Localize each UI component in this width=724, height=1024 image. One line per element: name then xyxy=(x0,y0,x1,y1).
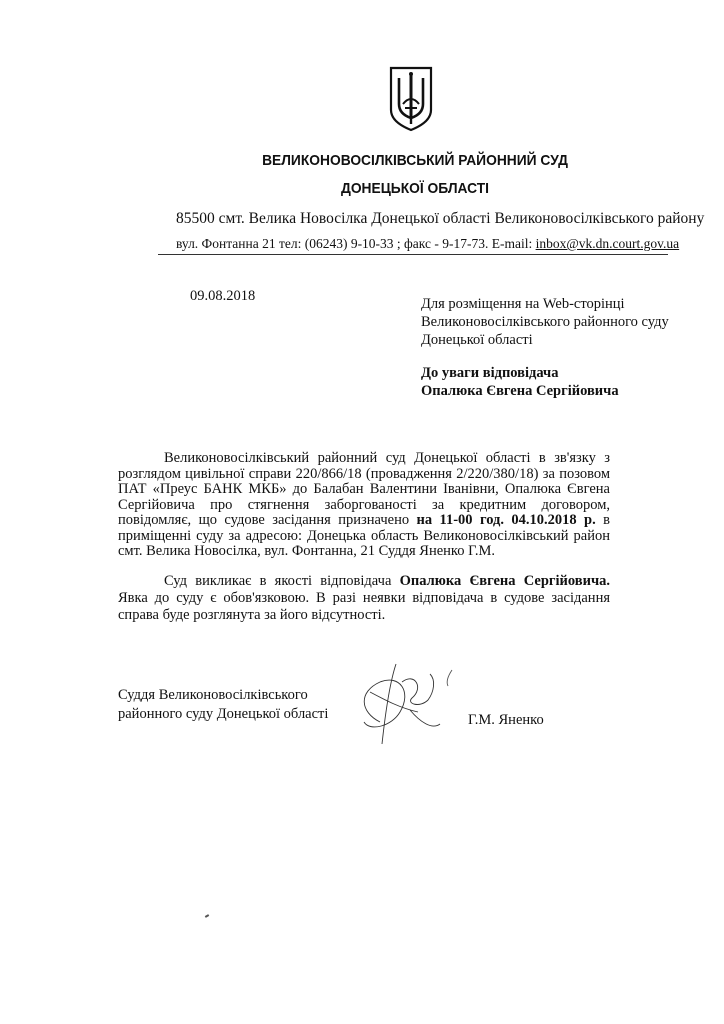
judge-name: Г.М. Яненко xyxy=(468,712,544,728)
court-name-line1: ВЕЛИКОНОВОСІЛКІВСЬКИЙ РАЙОННИЙ СУД xyxy=(262,152,568,169)
notice-paragraph-2 xyxy=(118,573,610,624)
court-address: 85500 смт. Велика Новосілка Донецької області Великоновосілківського району xyxy=(176,210,705,227)
scan-speck xyxy=(205,914,209,918)
recipient-line: Великоновосілківського районного суду xyxy=(421,314,669,330)
court-contacts xyxy=(176,236,679,252)
document-date: 09.08.2018 xyxy=(190,288,256,304)
coat-of-arms-icon xyxy=(387,64,435,132)
judge-title-line2: районного суду Донецької області xyxy=(118,706,329,722)
p1-text-b: в приміщенні суду за адресою: Донецька область Великоновосілківський район смт. Велика Новосілка, вул. Фонтанна, 21 Суддя Яненко Г.М. xyxy=(118,512,611,559)
attention-heading: До уваги відповідача xyxy=(421,365,559,381)
judge-title xyxy=(118,686,328,724)
recipient-line: Донецької області xyxy=(421,332,533,348)
court-name-line2: ДОНЕЦЬКОЇ ОБЛАСТІ xyxy=(340,180,490,197)
notice-paragraph-1 xyxy=(118,451,610,560)
email-link[interactable]: inbox@vk.dn.court.gov.ua xyxy=(535,236,680,251)
p2-text-b: Явка до суду є обов'язковою. В разі неявки відповідача в судове засідання справа буде розглянута за його відсутності. xyxy=(118,590,610,623)
judge-title-line1: Суддя Великоновосілківського xyxy=(118,687,308,703)
recipient-block xyxy=(421,295,669,349)
defendant-name: Опалюка Євгена Сергійовича xyxy=(421,383,619,399)
p1-text-a: Великоновосілківський районний суд Донецької області в зв'язку з розглядом цивільної справи 220/866/18 (провадження 2/220/380/18) за позовом ПАТ «Преус БАНК МКБ» до Балабан Валентини Іванівни, Опалюка Євгена Сергійовича про стягнення заборгованості за кредитним договором, повідомляє, що судове засідання призначено xyxy=(118,450,610,528)
hearing-datetime: на 11-00 год. 04.10.2018 р. xyxy=(416,512,596,528)
attention-block xyxy=(421,364,619,400)
header-divider xyxy=(158,254,668,255)
p2-text-a: Суд викликає в якості відповідача xyxy=(164,573,400,589)
recipient-line: Для розміщення на Web-сторінці xyxy=(421,296,625,312)
defendant-name-bold: Опалюка Євгена Сергійовича. xyxy=(399,573,611,589)
handwritten-signature xyxy=(340,652,470,752)
contacts-text: вул. Фонтанна 21 тел: (06243) 9-10-33 ; факс - 9-17-73. E-mail: xyxy=(176,236,536,251)
